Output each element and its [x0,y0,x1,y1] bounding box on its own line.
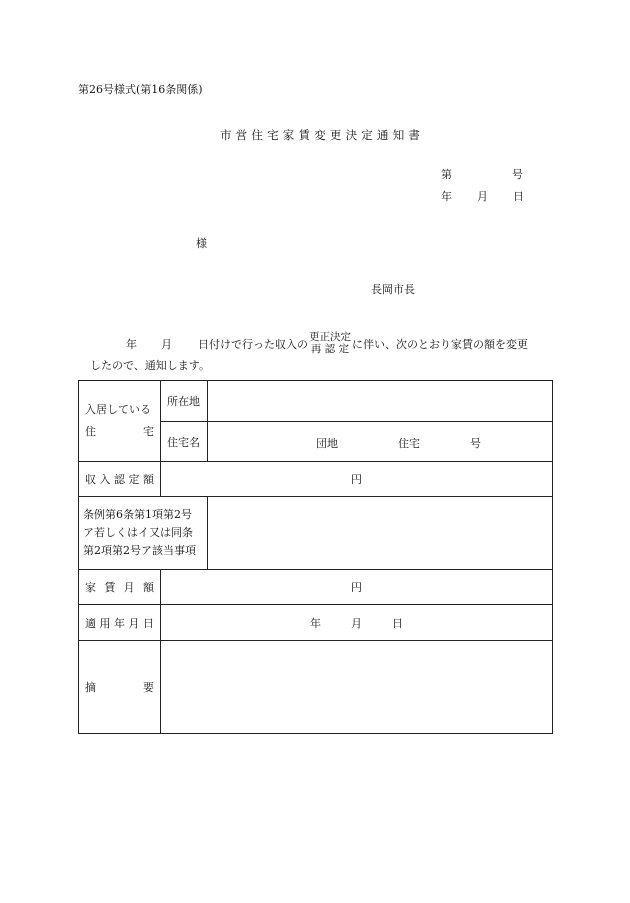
body-option-stack [309,331,351,355]
apply-date-value[interactable] [161,605,553,641]
house-name-label: 住宅名 [161,422,208,462]
issue-number-suffix: 号 [512,168,523,181]
issue-date [441,188,524,204]
ordinance-line1: 条例第6条第1項第2号 [83,508,192,521]
apply-day: 日 [392,616,403,630]
apply-date-label: 適用年月日 [79,605,161,641]
location-label: 所在地 [161,381,208,422]
summary-label [79,641,161,734]
jutaku-label: 住宅 [398,437,420,450]
income-value[interactable] [161,462,553,497]
document-title: 市営住宅家賃変更決定通知書 [220,128,425,142]
apply-year: 年 [310,616,321,630]
body-text-line2: したので、通知します。 [90,359,210,372]
residence-label-line1: 入居している [85,403,151,416]
ordinance-line2: ア若しくはイ又は同条 [83,526,193,539]
addressee-suffix: 様 [196,237,207,250]
rent-yen: 円 [351,581,362,594]
summary-label-you: 要 [143,681,154,694]
location-value[interactable] [208,381,553,422]
rent-value[interactable] [161,570,553,605]
apply-month: 月 [351,616,362,630]
body-after-option: に伴い、次のとおり家賃の額を変更 [352,338,528,351]
option-recertification: 再 認 定 [310,343,350,355]
summary-value[interactable] [161,641,553,734]
residence-label [79,381,161,462]
info-table [78,380,553,734]
issue-date-month: 月 [477,190,488,203]
ordinance-label [79,497,208,570]
issue-date-day: 日 [513,190,524,203]
residence-label-taku: 宅 [143,425,154,438]
ordinance-value[interactable] [208,497,553,570]
danchi-label: 団地 [316,437,338,450]
option-correction: 更正決定 [309,331,351,343]
summary-label-teki: 摘 [85,681,96,694]
body-month: 月 [161,338,172,351]
ordinance-line3: 第2項第2号ア該当事項 [83,544,196,557]
body-text-line1 [126,333,528,357]
issue-number-prefix: 第 [441,168,452,181]
go-label: 号 [470,437,481,450]
body-day-text: 日付けで行った収入の [198,338,308,351]
income-label: 収入認定額 [79,462,161,497]
form-number: 第26号様式(第16条関係) [78,83,203,96]
body-year: 年 [126,338,137,351]
house-name-value[interactable] [208,422,553,462]
rent-label: 家賃月額 [79,570,161,605]
residence-label-ju: 住 [85,425,96,438]
issue-date-year: 年 [441,190,452,203]
income-yen: 円 [351,473,362,486]
issuer: 長岡市長 [371,283,415,296]
